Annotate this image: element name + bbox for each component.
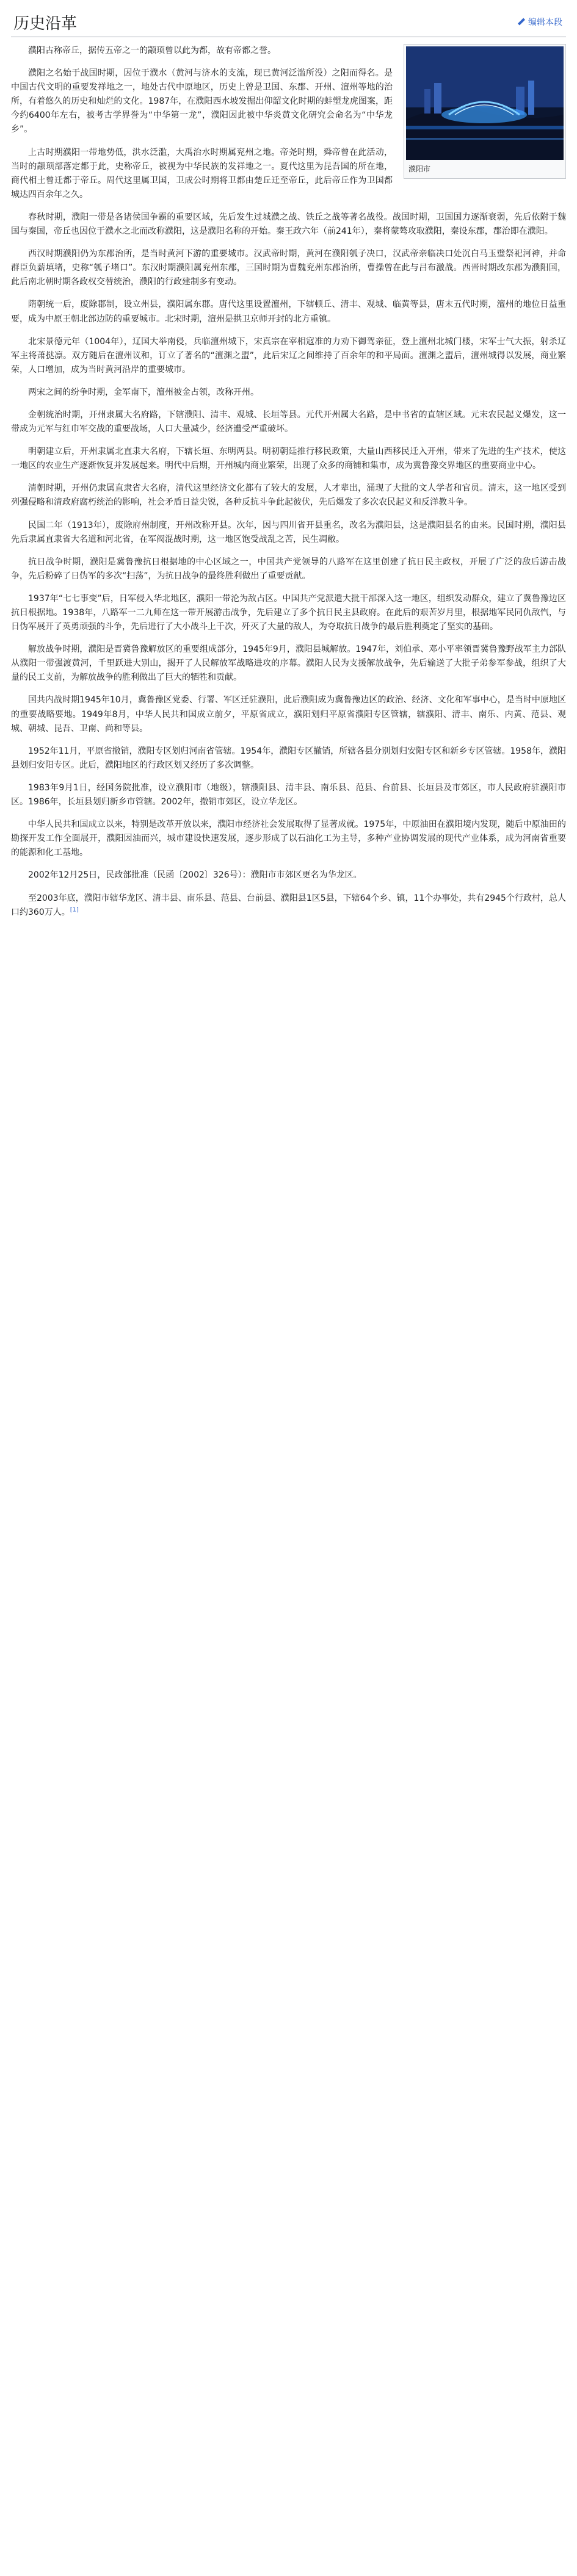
paragraph: 中华人民共和国成立以来，特别是改革开放以来，濮阳市经济社会发展取得了显著成就。1975年，中原油田在濮阳境内发现，随后中原油田的勘探开发工作全面展开，濮阳因油而兴，城市建设快速发展，逐步形成了以石油化工为主导，多种产业协调发展的现代产业体系，成为河南省重要的能源和化工基地。: [11, 820, 566, 858]
paragraph: 濮阳古称帝丘，据传五帝之一的颛顼曾以此为都，故有帝都之誉。: [28, 46, 276, 56]
page-title: 历史沿革: [13, 15, 78, 33]
pencil-icon: [518, 18, 525, 26]
paragraph: 明朝建立后，开州隶属北直隶大名府，下辖长垣、东明两县。明初朝廷推行移民政策，大量山西移民迁入开州，带来了先进的生产技术，使这一地区的农业生产逐渐恢复并发展起来。明代中后期，开州城内商业繁荣，出现了众多的商铺和集市，成为冀鲁豫交界地区的重要商业中心。: [11, 447, 566, 471]
paragraph: 1937年“七七事变”后，日军侵入华北地区，濮阳一带沦为敌占区。中国共产党派遣大批干部深入这一地区，组织发动群众，建立了冀鲁豫边区抗日根据地。1938年，八路军一二九师在这一带开展游击战争，先后建立了多个抗日民主县政府。在此后的艰苦岁月里，根据地军民同仇敌忾，与日伪军展开了英勇顽强的斗争，先后进行了大小战斗上千次，歼灭了大量的敌人，为夺取抗日战争的最后胜利奠定了坚实的基础。: [11, 593, 566, 632]
article: [11, 7, 566, 917]
paragraph: 濮阳之名始于战国时期，因位于濮水（黄河与济水的支流，现已黄河泛滥所没）之阳而得名。是中国古代文明的重要发祥地之一，地处古代中原地区，历史上曾是卫国、东郡、开州、澶州等地的治所，有着悠久的历史和灿烂的文化。1987年，在濮阳西水坡发掘出仰韶文化时期的蚌塑龙虎图案，距今约6400年左右，被考古学界誉为“中华第一龙”，濮阳因此被中华炎黄文化研究会命名为“中华龙乡”。: [11, 68, 393, 135]
paragraph: 春秋时期，濮阳一带是各诸侯国争霸的重要区域，先后发生过城濮之战、铁丘之战等著名战役。战国时期，卫国国力逐渐衰弱，先后依附于魏国与秦国，帝丘也因位于濮水之北而改称濮阳，这是濮阳名称的开始。秦王政六年（前241年），秦将蒙骜攻取濮阳，秦设东郡，郡治即在濮阳。: [11, 212, 566, 237]
section-content: [11, 44, 566, 928]
paragraph: 清朝时期，开州仍隶属直隶省大名府，清代这里经济文化都有了较大的发展，人才辈出，涌现了大批的文人学者和官员。清末，这一地区受到列强侵略和清政府腐朽统治的影响，社会矛盾日益尖锐，各种反抗斗争此起彼伏，先后爆发了多次农民起义和反洋教斗争。: [11, 483, 566, 508]
paragraph: 国共内战时期1945年10月，冀鲁豫区党委、行署、军区迁驻濮阳，此后濮阳成为冀鲁豫边区的政治、经济、文化和军事中心，是当时中原地区的重要战略要地。1949年8月，中华人民共和国成立前夕，平原省成立，濮阳划归平原省濮阳专区管辖，辖濮阳、清丰、南乐、内黄、范县、观城、朝城、昆吾、卫南、尚和等县。: [11, 695, 566, 734]
paragraph: 抗日战争时期，濮阳是冀鲁豫抗日根据地的中心区域之一，中国共产党领导的八路军在这里创建了抗日民主政权，开展了广泛的敌后游击战争，先后粉碎了日伪军的多次“扫荡”，为抗日战争的最终胜利做出了重要贡献。: [11, 557, 566, 581]
paragraph-text: 至2003年底，濮阳市辖华龙区、清丰县、南乐县、范县、台前县、濮阳县1区5县，下辖64个乡、镇，11个办事处，共有2945个行政村，总人口约360万人。: [11, 893, 566, 917]
figure-caption: 濮阳市: [408, 165, 431, 173]
paragraph: 2002年12月25日，民政部批准（民函〔2002〕326号）：濮阳市市郊区更名为华龙区。: [28, 870, 362, 881]
paragraph: 上古时期濮阳一带地势低，洪水泛滥，大禹治水时期属兖州之地。帝尧时期，舜帝曾在此活动，当时的颛顼部落定都于此，史称帝丘，被视为中华民族的发祥地之一。夏代这里为昆吾国的所在地，商代相土曾迁都于帝丘。周代这里属卫国，卫成公时期将卫都由楚丘迁至帝丘，此后帝丘作为卫国都城达四百余年之久。: [11, 147, 393, 200]
edit-section-link[interactable]: [518, 16, 562, 28]
paragraph: 两宋之间的纷争时期，金军南下，澶州被金占领，改称开州。: [28, 387, 259, 397]
last-paragraph: [11, 892, 566, 920]
section-heading-row: [11, 7, 566, 37]
paragraph: 西汉时期濮阳仍为东郡治所，是当时黄河下游的重要城市。汉武帝时期，黄河在濮阳瓠子决口，汉武帝亲临决口处沉白马玉璧祭祀河神，并命群臣负薪填堵，史称“瓠子堵口”。东汉时期濮阳属兖州东郡，三国时期为曹魏兖州东郡治所，曹操曾在此与吕布激战。西晋时期改东郡为濮阳国，此后南北朝时期各政权交替统治，濮阳的行政建制多有变动。: [11, 249, 566, 287]
paragraph: 民国二年（1913年），废除府州制度，开州改称开县。次年，因与四川省开县重名，改名为濮阳县，这是濮阳县名的由来。民国时期，濮阳县先后隶属直隶省大名道和河北省，在军阀混战时期，这一地区饱受战乱之苦，民生凋敝。: [11, 520, 566, 544]
edit-section-label: 编辑本段: [528, 18, 562, 27]
paragraph: 1983年9月1日，经国务院批准，设立濮阳市（地级），辖濮阳县、清丰县、南乐县、范县、台前县、长垣县及市郊区，市人民政府驻濮阳市区。1986年，长垣县划归新乡市管辖。2002年，撤销市郊区，设立华龙区。: [11, 782, 566, 807]
paragraph: 解放战争时期，濮阳是晋冀鲁豫解放区的重要组成部分，1945年9月，濮阳县城解放。1947年，刘伯承、邓小平率领晋冀鲁豫野战军主力部队从濮阳一带强渡黄河，千里跃进大别山，揭开了人民解放军战略进攻的序幕。濮阳人民为支援解放战争，先后输送了大批子弟参军参战，组织了大量的民工支前，为解放战争的胜利做出了巨大的牺牲和贡献。: [11, 644, 566, 683]
city-photo-figure: [404, 44, 566, 179]
reference-link[interactable]: [1]: [70, 906, 79, 913]
paragraph: 1952年11月，平原省撤销，濮阳专区划归河南省管辖。1954年，濮阳专区撤销，所辖各县分别划归安阳专区和新乡专区管辖。1958年，濮阳县划归安阳专区。此后，濮阳地区的行政区划又经历了多次调整。: [11, 746, 566, 770]
city-night-photo[interactable]: [406, 46, 564, 160]
paragraph: 北宋景德元年（1004年），辽国大举南侵，兵临澶州城下，宋真宗在宰相寇准的力劝下御驾亲征，登上澶州北城门楼，宋军士气大振，射杀辽军主将萧挞凛。双方随后在澶州议和，订立了著名的“澶渊之盟”，此后宋辽之间维持了百余年的和平局面。澶渊之盟后，澶州城得以发展，商业繁荣，人口增加，成为当时黄河沿岸的重要城市。: [11, 336, 566, 375]
paragraph: 金朝统治时期，开州隶属大名府路，下辖濮阳、清丰、观城、长垣等县。元代开州属大名路，是中书省的直辖区域。元末农民起义爆发，这一带成为元军与红巾军交战的重要战场，人口大量减少，经济遭受严重破坏。: [11, 409, 566, 435]
paragraph: 隋朝统一后，废除郡制，设立州县，濮阳属东郡。唐代这里设置澶州，下辖顿丘、清丰、观城、临黄等县，唐末五代时期，澶州的地位日益重要，成为中原王朝北部边防的重要城市。北宋时期，澶州是拱卫京师开封的北方重镇。: [11, 300, 566, 324]
